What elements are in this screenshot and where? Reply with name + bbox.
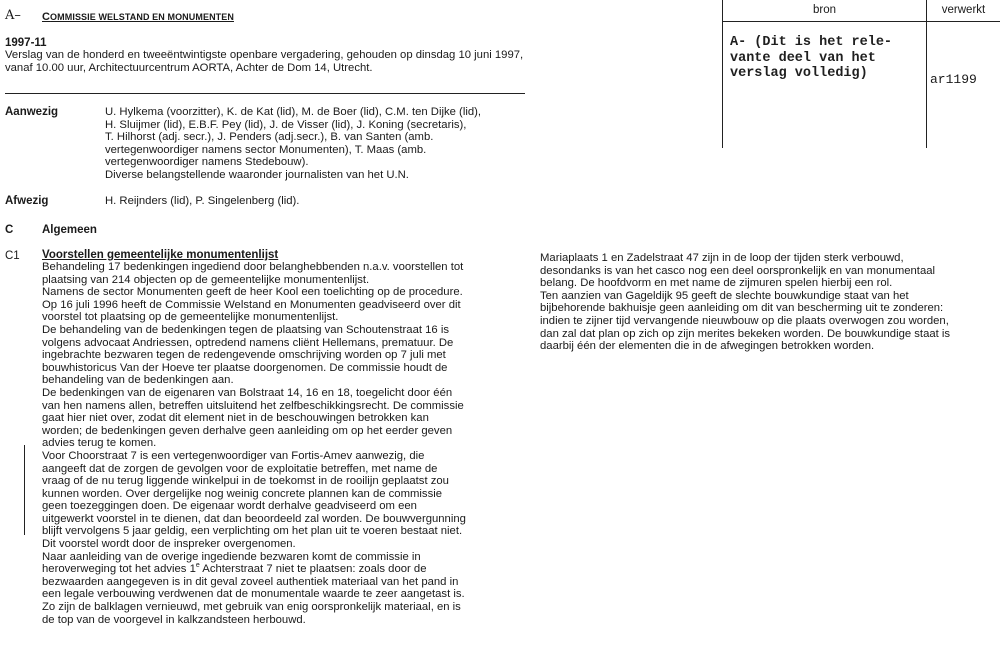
body-line: bezwaarden aangegeven is in dit geval zoveel authentiek materiaal van het pand in	[42, 575, 459, 588]
body-line: volgens advocaat Andriessen, optredend namens cliënt Hellemans, prematuur. De	[42, 336, 454, 349]
present-label: Aanwezig	[5, 106, 59, 118]
document-title	[42, 11, 234, 23]
present-list	[105, 106, 525, 182]
body-line: Naar aanleiding van de overige ingediende bezwaren komt de commissie in	[42, 550, 421, 563]
body-line: bijbehorende bakhuisje geen aanleiding om dit van bescherming uit te zonderen:	[540, 302, 944, 315]
section-title: Algemeen	[42, 224, 97, 236]
body-line: blijft vervolgens 5 jaar geldig, een verplichting om het plan uit te voeren bestaat niet.	[42, 525, 463, 538]
body-line: desondanks is van het casco nog een deel oorspronkelijk en van monumentaal	[540, 264, 936, 277]
body-line: plaatsing van 214 objecten op de gemeentelijke monumentenlijst.	[42, 273, 370, 286]
present-line: H. Sluijmer (lid), E.B.F. Pey (lid), J. de Visser (lid), J. Koning (secretaris),	[105, 118, 467, 131]
body-line: belang. De hoofdvorm en met name de zijmuren spelen hierbij een rol.	[540, 277, 893, 290]
body-line: indien te zijner tijd vervangende nieuwbouw op die plaats overwogen zou worden,	[540, 314, 949, 327]
table-header-divider	[722, 21, 1000, 22]
body-line: Voor Choorstraat 7 is een vertegenwoordiger van Fortis-Amev aanwezig, die	[42, 449, 425, 462]
horizontal-divider	[5, 93, 525, 94]
body-line: behandeling van de bedenkingen aan.	[42, 374, 234, 387]
meeting-intro: Verslag van de honderd en tweeëntwintigste openbare vergadering, gehouden op dinsdag 10 juni 1997, vanaf 10.00 uur, Architectuurcentrum AORTA, Achter de Dom 14, Utrecht.	[5, 49, 524, 74]
column-header-bron: bron	[812, 4, 837, 16]
present-line: Diverse belangstellende waaronder journalisten van het U.N.	[105, 168, 409, 181]
document-mark: A–	[5, 8, 21, 23]
body-line: daarbij één der elementen die in de afwegingen betrokken worden.	[540, 340, 875, 353]
body-line	[42, 563, 512, 576]
body-line: De bedenkingen van de eigenaren van Bolstraat 14, 16 en 18, toegelicht door één	[42, 386, 453, 399]
body-line: bouwhistoricus Van der Hoeve ter plaatse doorgenomen. De commissie houdt de	[42, 361, 448, 374]
body-line: Dit voorstel wordt door de inspreker overgenomen.	[42, 538, 296, 551]
title-rest: OMMISSIE WELSTAND EN MONUMENTEN	[50, 12, 234, 22]
body-line: aangeeft dat de zorgen de gevolgen voor de exploitatie betreffen, met name de	[42, 462, 438, 475]
margin-change-bar	[24, 445, 25, 535]
body-line: Ten aanzien van Gageldijk 95 geeft de slechte bouwkundige staat van het	[540, 289, 909, 302]
subsection-body	[42, 261, 512, 626]
section-code: C	[5, 224, 14, 236]
body-line: Mariaplaats 1 en Zadelstraat 47 zijn in de loop der tijden sterk verbouwd,	[540, 252, 904, 264]
ordinal-superscript: e	[195, 562, 200, 570]
body-line: Zo zijn de balklagen vernieuwd, met gebruik van enig oorspronkelijk materiaal, en is	[42, 601, 461, 614]
body-line: Op 16 juli 1996 heeft de Commissie Welstand en Monumenten geadviseerd over dit	[42, 298, 461, 311]
table-border-left	[722, 0, 723, 148]
body-line: worden; de bedenkingen geven derhalve geen aanleiding om op het eerder geven	[42, 424, 453, 437]
body-line: De behandeling van de bedenkingen tegen de plaatsing van Schoutenstraat 16 is	[42, 323, 449, 336]
present-line: U. Hylkema (voorzitter), K. de Kat (lid), M. de Boer (lid), C.M. ten Dijke (lid),	[105, 106, 482, 118]
body-line: Behandeling 17 bedenkingen ingediend door belanghebbenden n.a.v. voorstellen tot	[42, 261, 464, 273]
body-line: vraag of de nu terug liggende winkelpui in de toekomst in de rooilijn geplaatst zou	[42, 475, 449, 488]
continued-text	[540, 252, 995, 353]
absent-label: Afwezig	[5, 195, 49, 207]
body-line: van hen namens allen, betreffen uitsluitend het zelfbeschikkingsrecht. De commissie	[42, 399, 464, 412]
body-line: gaat hier niet over, zodat dit element niet in de beschouwingen betrokken kan	[42, 412, 429, 425]
column-header-verwerkt: verwerkt	[941, 4, 986, 16]
present-line: vertegenwoordiger namens Stedebouw).	[105, 156, 309, 169]
subsection-title: Voorstellen gemeentelijke monumentenlijst	[42, 249, 279, 261]
meeting-reference: 1997-11	[5, 37, 47, 49]
body-line: ingebrachte bezwaren tegen de redengevende omschrijving worden op 7 juli met	[42, 349, 446, 362]
line-text: Achterstraat 7 niet te plaatsen: zoals door de	[199, 563, 427, 576]
present-line: T. Hilhorst (adj. secr.), J. Penders (adj.secr.), B. van Santen (amb.	[105, 131, 434, 144]
bron-value: A- (Dit is het rele- vante deel van het verslag volledig)	[730, 35, 893, 81]
body-line: kunnen worden. Over dergelijke nog weinig concrete plannen kan de commissie	[42, 487, 443, 500]
body-line: een legale verbouwing verdwenen dat de monumentale waarde te zeer aangetast is.	[42, 588, 465, 601]
body-line: advies terug te komen.	[42, 437, 157, 450]
body-line: voorstel tot plaatsing op de gemeentelijke monumentenlijst.	[42, 311, 339, 324]
absent-list: H. Reijnders (lid), P. Singelenberg (lid).	[105, 195, 300, 207]
table-column-divider	[926, 0, 927, 148]
line-text: heroverweging tot het advies 1	[42, 563, 196, 576]
title-initial: C	[42, 11, 51, 23]
body-line: Namens de sector Monumenten geeft de heer Kool een toelichting op de procedure.	[42, 286, 463, 299]
body-line: de top van de voorgevel in kalkzandsteen herbouwd.	[42, 613, 306, 626]
body-line: dan zal dat plan op zich op zijn merites bekeken worden. De bouwkundige staat is	[540, 327, 951, 340]
subsection-code: C1	[5, 250, 20, 262]
verwerkt-value: ar1199	[930, 72, 977, 87]
body-line: uitgewerkt voorstel in te dienen, dat dan beoordeeld zal worden. De bouwvergunning	[42, 512, 466, 525]
body-line: geen toezeggingen doen. De eigenaar wordt derhalve geadviseerd om een	[42, 500, 417, 513]
present-line: vertegenwoordiger namens sector Monumenten), T. Maas (amb.	[105, 143, 427, 156]
